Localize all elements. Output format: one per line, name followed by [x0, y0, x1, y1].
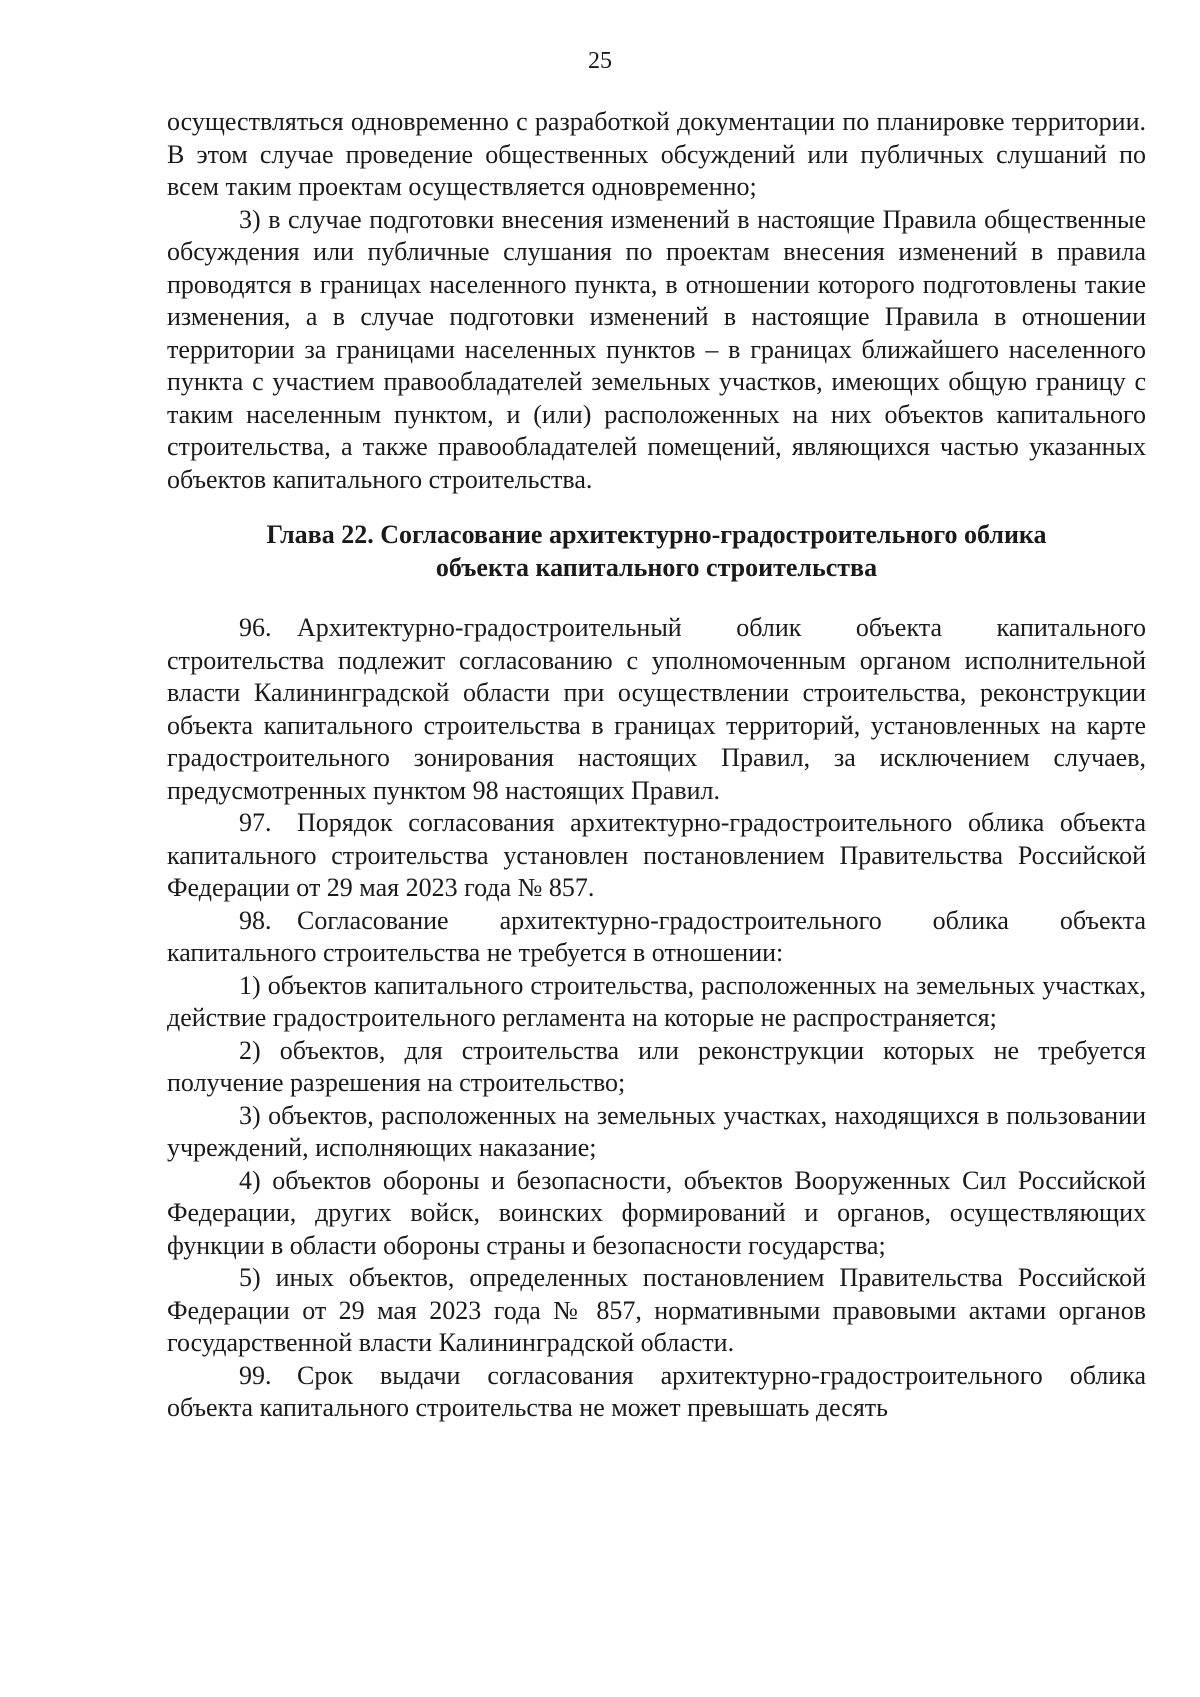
item-96 — [167, 612, 1146, 807]
item-number: 96. — [239, 613, 272, 642]
item-number: 99. — [239, 1360, 272, 1390]
page-number: 25 — [588, 48, 612, 74]
item-text: Срок выдачи согласования архитектурно-градостроительного облика объекта капитального строительства не может превышать десять — [167, 1360, 1146, 1422]
subitem-1: 1) объектов капитального строительства, расположенных на земельных участках, действие градостроительного регламента на которые не распространяется; — [167, 970, 1146, 1032]
paragraph-subitem-3: 3) в случае подготовки внесения изменений в настоящие Правила общественные обсуждения или публичные слушания по проектам внесения изменений в правила проводятся в границах населенного пункта, в отношении которого подготовлены такие изменения, а в случае подготовки изменений в настоящие Правила в отношении территории за границами населенных пунктов – в границах ближайшего населенного пункта с участием правообладателей земельных участков, имеющих общую границу с таким населенным пунктом, и (или) расположенных на них объектов капитального строительства, а также правообладателей помещений, являющихся частью указанных объектов капитального строительства. — [167, 204, 1146, 494]
item-number: 98. — [239, 905, 272, 935]
item-98 — [167, 905, 1146, 970]
item-text: Согласование архитектурно-градостроительного облика объекта капитального строительства не требуется в отношении: — [167, 905, 1146, 967]
document-body — [167, 106, 1146, 1425]
item-text: Архитектурно-градостроительный облик объекта капитального строительства подлежит согласованию с уполномоченным органом исполнительной власти Калининградской области при осуществлении строительства, реконструкции объекта капитального строительства в границах территорий, установленных на карте градостроительного зонирования настоящих Правил, за исключением случаев, предусмотренных пунктом 98 настоящих Правил. — [167, 613, 1146, 805]
subitem-5: 5) иных объектов, определенных постановлением Правительства Российской Федерации от 29 мая 2023 года № 857, нормативными правовыми актами органов государственной власти Калининградской области. — [167, 1263, 1146, 1357]
chapter-heading-line-2: объекта капитального строительства — [435, 553, 878, 582]
subitem-2: 2) объектов, для строительства или реконструкции которых не требуется получение разрешения на строительство; — [167, 1035, 1146, 1097]
item-97 — [167, 807, 1146, 905]
item-99 — [167, 1360, 1146, 1425]
paragraph-continuation: осуществляться одновременно с разработкой документации по планировке территории. В этом случае проведение общественных обсуждений или публичных слушаний по всем таким проектам осуществляется одновременно; — [167, 107, 1146, 201]
item-number: 97. — [239, 808, 272, 837]
subitem-3: 3) объектов, расположенных на земельных участках, находящихся в пользовании учреждений, исполняющих наказание; — [167, 1100, 1146, 1162]
chapter-heading-line-1: Глава 22. Согласование архитектурно-градостроительного облика — [266, 520, 1047, 549]
subitem-4: 4) объектов обороны и безопасности, объектов Вооруженных Сил Российской Федерации, других войск, воинских формирований и органов, осуществляющих функции в области обороны страны и безопасности государства; — [167, 1165, 1146, 1260]
chapter-heading — [167, 518, 1146, 584]
item-text: Порядок согласования архитектурно-градостроительного облика объекта капитального строительства установлен постановлением Правительства Российской Федерации от 29 мая 2023 года № 857. — [167, 808, 1146, 902]
